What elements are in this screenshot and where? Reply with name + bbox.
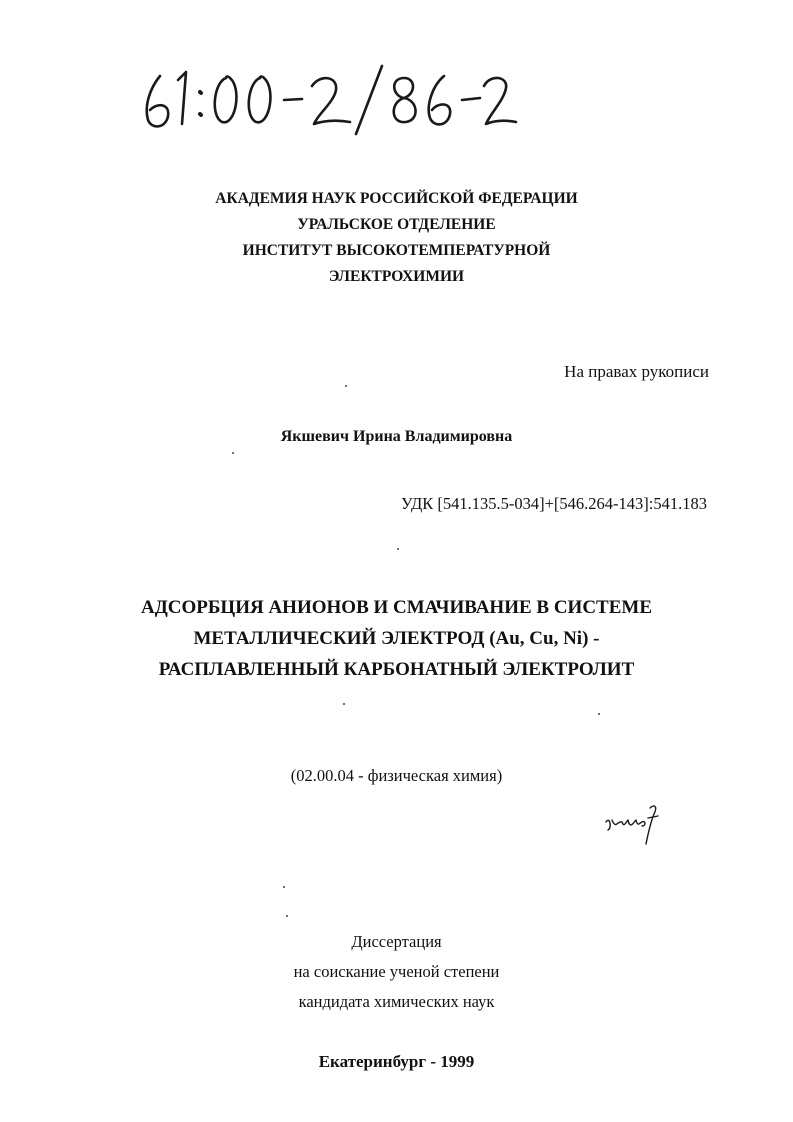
handwritten-mark [602, 800, 672, 846]
handwritten-archive-number-drawing [138, 58, 518, 138]
dissertation-line-1: Диссертация [351, 932, 442, 951]
handwritten-archive-number [138, 58, 518, 138]
scan-speck [345, 385, 347, 387]
institution-line-3: ИНСТИТУТ ВЫСОКОТЕМПЕРАТУРНОЙ [242, 242, 551, 259]
city-year: Екатеринбург - 1999 [318, 1052, 475, 1071]
handwritten-mark-drawing [602, 800, 672, 846]
scan-speck [598, 713, 600, 715]
institution-line-2: УРАЛЬСКОЕ ОТДЕЛЕНИЕ [297, 216, 496, 233]
institution-line-1: АКАДЕМИЯ НАУК РОССИЙСКОЙ ФЕДЕРАЦИИ [215, 190, 578, 207]
scan-speck [343, 703, 345, 705]
title-line-3: РАСПЛАВЛЕННЫЙ КАРБОНАТНЫЙ ЭЛЕКТРОЛИТ [158, 659, 635, 680]
dissertation-title [0, 592, 793, 685]
institution-line-4: ЭЛЕКТРОХИМИИ [328, 268, 465, 285]
scan-speck [232, 452, 234, 454]
rights-note: На правах рукописи [564, 362, 709, 381]
title-line-1: АДСОРБЦИЯ АНИОНОВ И СМАЧИВАНИЕ В СИСТЕМЕ [140, 597, 653, 618]
udk-code: УДК [541.135.5-034]+[546.264-143]:541.183 [400, 494, 707, 513]
scan-speck [397, 548, 399, 550]
scan-speck [286, 915, 288, 917]
dissertation-line-3: кандидата химических наук [298, 992, 495, 1011]
dissertation-block [0, 927, 793, 1017]
specialty-code: (02.00.04 - физическая химия) [290, 766, 503, 785]
institution-block [0, 186, 793, 290]
dissertation-line-2: на соискание ученой степени [293, 962, 500, 981]
author-name: Якшевич Ирина Владимировна [280, 428, 513, 445]
scan-speck [283, 886, 285, 888]
title-line-2: МЕТАЛЛИЧЕСКИЙ ЭЛЕКТРОД (Au, Cu, Ni) - [193, 628, 600, 649]
